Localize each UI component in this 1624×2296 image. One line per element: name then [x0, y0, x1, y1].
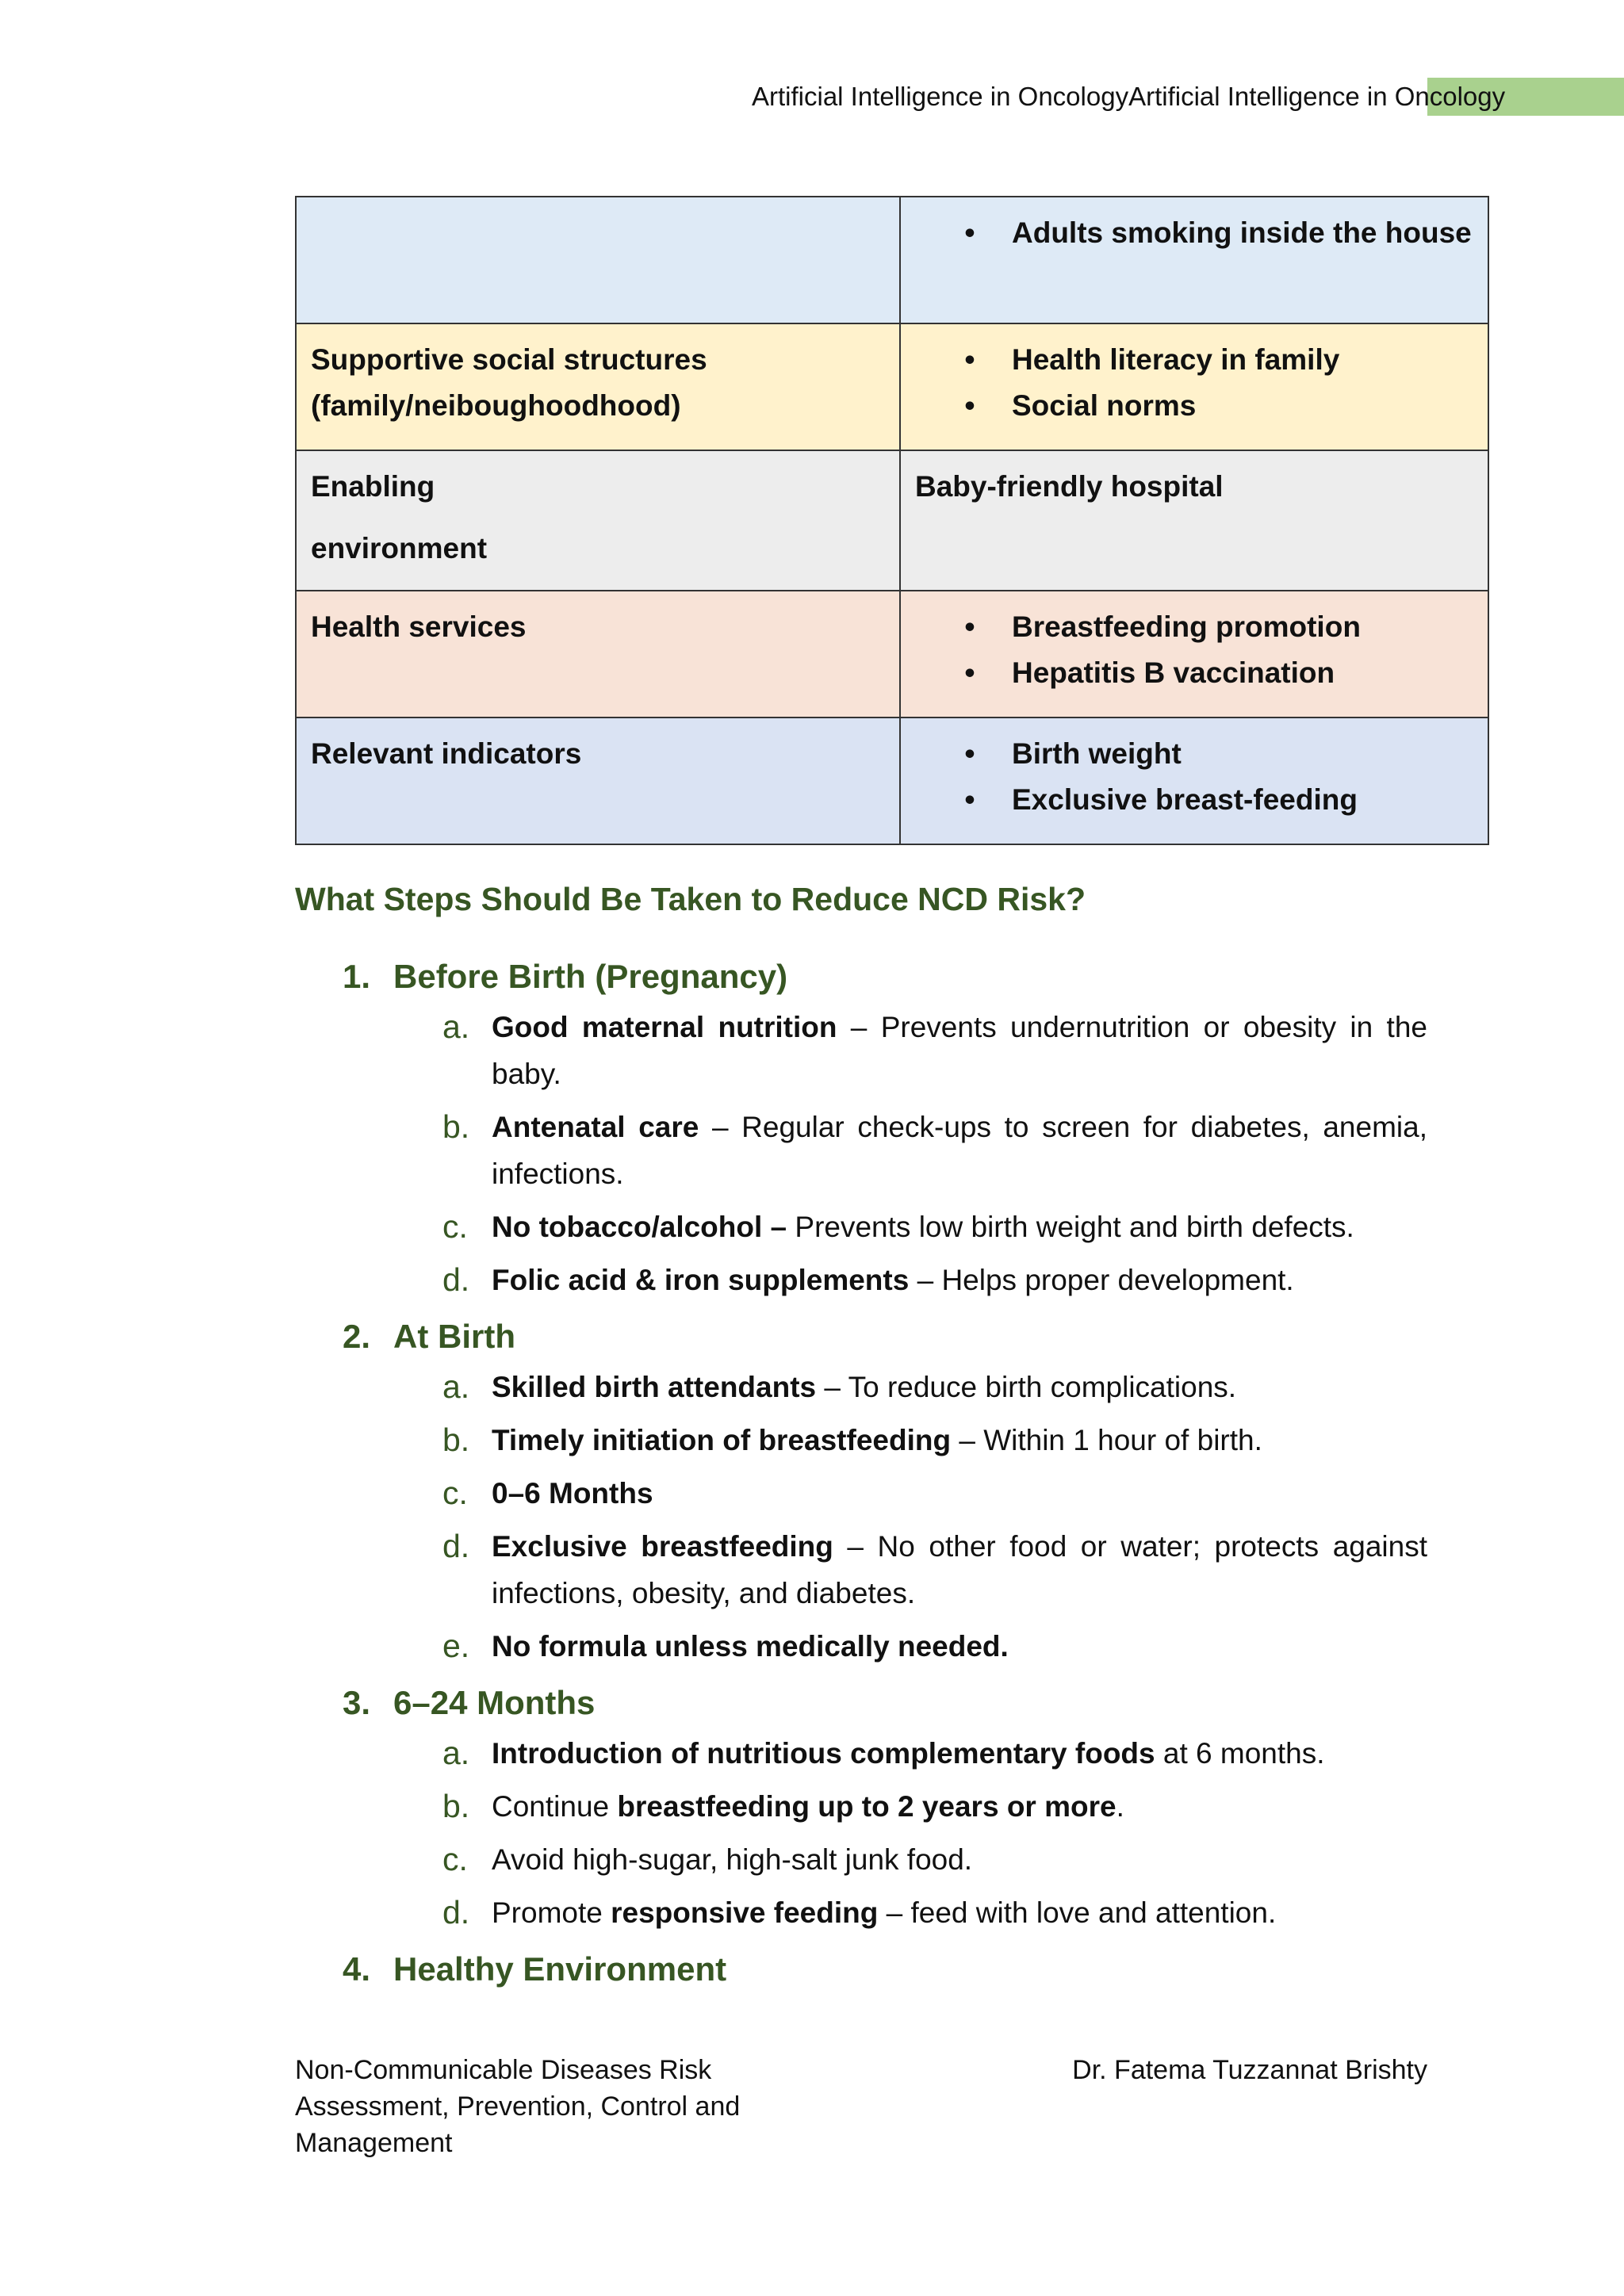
step-title: At Birth — [393, 1318, 515, 1355]
item-letter: c. — [442, 1841, 468, 1877]
table-cell-right — [900, 718, 1488, 844]
step-title: Before Birth (Pregnancy) — [393, 958, 788, 995]
step-title: Healthy Environment — [393, 1950, 727, 1988]
row-value: Baby-friendly hospital — [915, 470, 1224, 503]
list-item: • Exclusive breast-feeding — [1012, 777, 1473, 823]
step-title: 6–24 Months — [393, 1684, 596, 1721]
item-letter: a. — [442, 1368, 470, 1405]
footer-author: Dr. Fatema Tuzzannat Brishty — [1072, 2055, 1427, 2085]
steps-list — [295, 950, 1427, 1996]
item-letter: a. — [442, 1008, 470, 1045]
table-row — [296, 718, 1488, 844]
step-heading — [295, 1942, 1427, 1996]
bullet-icon: • — [964, 656, 975, 689]
list-item: a. Good maternal nutrition – Prevents undernutrition or obesity in the baby. — [492, 1004, 1427, 1097]
list-item: c. No tobacco/alcohol – Prevents low birth weight and birth defects. — [492, 1203, 1427, 1250]
header-title: Artificial Intelligence in OncologyArtificial Intelligence in Oncology — [752, 82, 1506, 111]
table-row — [296, 450, 1488, 591]
bullet-list — [915, 337, 1473, 429]
list-item: • Breastfeeding promotion — [1012, 604, 1473, 650]
step-number: 4. — [343, 1950, 371, 1988]
bullet-icon: • — [964, 610, 975, 643]
list-item: • Hepatitis B vaccination — [1012, 650, 1473, 696]
list-item: • Social norms — [1012, 383, 1473, 429]
list-item: b. Continue breastfeeding up to 2 years or more. — [492, 1783, 1427, 1830]
list-item: b. Antenatal care – Regular check-ups to screen for diabetes, anemia, infections. — [492, 1104, 1427, 1197]
step-number: 1. — [343, 958, 371, 995]
step-heading — [295, 1310, 1427, 1364]
table-cell-right — [900, 197, 1488, 323]
list-item: b. Timely initiation of breastfeeding – Within 1 hour of birth. — [492, 1417, 1427, 1464]
bullet-icon: • — [964, 783, 975, 816]
item-letter: b. — [442, 1422, 470, 1458]
bullet-icon: • — [964, 389, 975, 422]
list-item: • Birth weight — [1012, 731, 1473, 777]
table-cell-left — [296, 197, 900, 323]
item-letter: e. — [442, 1628, 470, 1664]
risk-factor-table — [295, 196, 1489, 845]
row-label: environment — [311, 532, 488, 564]
table-cell-left — [296, 323, 900, 450]
section-heading: What Steps Should Be Taken to Reduce NCD Risk? — [295, 881, 1086, 917]
bullet-icon: • — [964, 216, 975, 249]
step-heading — [295, 1676, 1427, 1730]
list-item: • Adults smoking inside the house — [1012, 210, 1473, 256]
item-letter: b. — [442, 1788, 470, 1824]
bullet-list — [915, 731, 1473, 823]
step-number: 2. — [343, 1318, 371, 1355]
list-item: e. No formula unless medically needed. — [492, 1623, 1427, 1670]
bullet-icon: • — [964, 343, 975, 376]
table-cell-left — [296, 450, 900, 591]
row-label: Relevant indicators — [311, 737, 582, 770]
list-item: c. 0–6 Months — [492, 1470, 1427, 1517]
list-item: a. Skilled birth attendants – To reduce birth complications. — [492, 1364, 1427, 1410]
table-cell-left — [296, 718, 900, 844]
table-cell-right — [900, 591, 1488, 718]
list-item: c. Avoid high-sugar, high-salt junk food. — [492, 1836, 1427, 1883]
item-letter: d. — [442, 1528, 470, 1564]
table-row — [296, 323, 1488, 450]
table-cell-right — [900, 450, 1488, 591]
table-cell-right — [900, 323, 1488, 450]
item-letter: a. — [442, 1735, 470, 1771]
list-item: • Health literacy in family — [1012, 337, 1473, 383]
bullet-list — [915, 210, 1473, 256]
list-item: d. Folic acid & iron supplements – Helps proper development. — [492, 1257, 1427, 1303]
item-letter: c. — [442, 1208, 468, 1245]
row-label: Supportive social structures (family/neiboughoodhood) — [311, 343, 707, 422]
table-cell-left — [296, 591, 900, 718]
list-item: d. Promote responsive feeding – feed with love and attention. — [492, 1889, 1427, 1936]
step-heading — [295, 950, 1427, 1004]
item-letter: c. — [442, 1475, 468, 1511]
list-item: d. Exclusive breastfeeding – No other food or water; protects against infections, obesity, and diabetes. — [492, 1523, 1427, 1617]
step-number: 3. — [343, 1684, 371, 1721]
table-row — [296, 591, 1488, 718]
bullet-icon: • — [964, 737, 975, 770]
row-label: Enabling — [311, 470, 435, 503]
row-label: Health services — [311, 610, 527, 643]
bullet-list — [915, 604, 1473, 696]
item-letter: b. — [442, 1108, 470, 1145]
page-header — [752, 78, 1624, 116]
item-letter: d. — [442, 1261, 470, 1298]
table-row — [296, 197, 1488, 323]
list-item: a. Introduction of nutritious complementary foods at 6 months. — [492, 1730, 1427, 1777]
footer-book-title: Non-Communicable Diseases Risk Assessment, Prevention, Control and Management — [295, 2055, 741, 2158]
item-letter: d. — [442, 1894, 470, 1931]
